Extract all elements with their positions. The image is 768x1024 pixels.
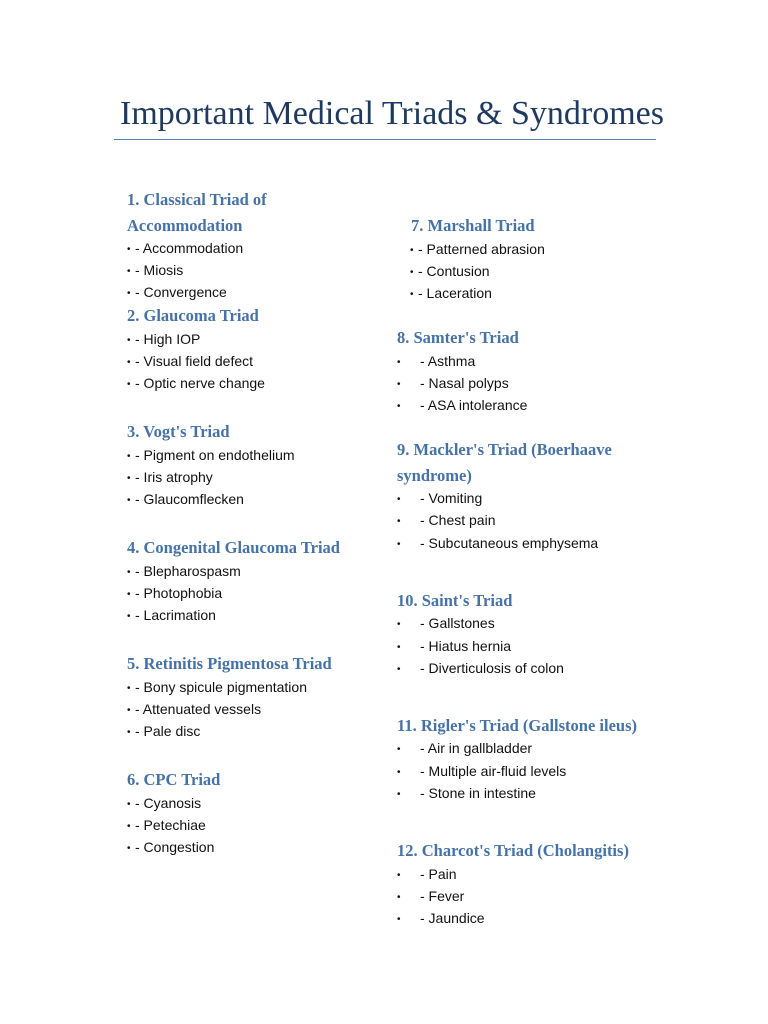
bullet-icon: •: [127, 450, 131, 462]
bullet-icon: •: [127, 682, 131, 694]
bullet-icon: •: [397, 401, 401, 413]
list-item: [127, 373, 377, 395]
item-text: - Miosis: [135, 262, 184, 279]
bullet-icon: •: [127, 378, 131, 390]
list-item: [127, 793, 377, 815]
page-title: Important Medical Triads & Syndromes: [120, 95, 664, 132]
list-item: [397, 658, 697, 680]
list-item: [410, 283, 697, 305]
section-heading: 3. Vogt's Triad: [127, 422, 230, 441]
bullet-icon: •: [397, 494, 401, 506]
item-text: - Contusion: [418, 262, 490, 279]
bullet-icon: •: [397, 891, 401, 903]
triad-section: [127, 651, 377, 752]
item-text: - Bony spicule pigmentation: [135, 678, 307, 695]
list-item: [127, 677, 377, 699]
list-item: [397, 738, 697, 760]
bullet-icon: •: [127, 288, 131, 300]
item-text: - Multiple air-fluid levels: [420, 762, 567, 779]
list-item: [127, 445, 377, 467]
bullet-icon: •: [127, 588, 131, 600]
bullet-icon: •: [127, 266, 131, 278]
list-item: [127, 351, 377, 373]
bullet-icon: •: [127, 842, 131, 854]
section-heading: 5. Retinitis Pigmentosa Triad: [127, 654, 332, 673]
bullet-icon: •: [127, 798, 131, 810]
list-item: [127, 260, 377, 282]
list-item: [410, 239, 697, 261]
bullet-icon: •: [397, 356, 401, 368]
item-text: - Glaucomflecken: [135, 490, 244, 507]
bullet-icon: •: [397, 619, 401, 631]
left-column: [127, 187, 377, 883]
section-heading: 9. Mackler's Triad (Boerhaave syndrome): [397, 440, 612, 485]
list-item: [127, 605, 377, 627]
triad-section: [397, 187, 697, 305]
item-text: - Hiatus hernia: [420, 637, 512, 654]
item-list: [127, 238, 377, 305]
item-list: [127, 677, 377, 744]
bullet-icon: •: [127, 244, 131, 255]
item-text: - Air in gallbladder: [420, 740, 533, 757]
item-text: - Pale disc: [135, 722, 201, 739]
item-text: - Laceration: [418, 284, 492, 301]
item-text: - Fever: [420, 887, 465, 904]
section-heading: 7. Marshall Triad: [411, 216, 535, 235]
item-text: - Chest pain: [420, 512, 496, 529]
list-item: [397, 864, 697, 886]
list-item: [127, 467, 377, 489]
title-underline: [114, 139, 656, 140]
item-list: [127, 445, 377, 512]
section-heading: 10. Saint's Triad: [397, 590, 513, 610]
item-text: - Asthma: [420, 352, 476, 369]
list-item: [397, 488, 637, 510]
list-item: [127, 815, 377, 837]
bullet-icon: •: [397, 538, 401, 550]
item-list: [127, 329, 377, 396]
bullet-icon: •: [397, 766, 401, 778]
list-item: [127, 282, 377, 304]
bullet-icon: •: [397, 913, 401, 925]
item-text: - Congestion: [135, 838, 215, 855]
bullet-icon: •: [127, 566, 131, 578]
list-item: [127, 837, 377, 859]
list-item: [397, 510, 637, 532]
item-text: - Pigment on endothelium: [135, 446, 295, 463]
section-heading: 12. Charcot's Triad (Cholangitis): [397, 841, 629, 861]
item-text: - Pain: [420, 865, 457, 882]
bullet-icon: •: [397, 378, 401, 390]
section-heading: 11. Rigler's Triad (Gallstone ileus): [397, 715, 638, 735]
list-item: [397, 636, 697, 658]
bullet-icon: •: [127, 610, 131, 622]
bullet-icon: •: [397, 788, 401, 800]
item-list: [397, 351, 697, 418]
section-heading: 1. Classical Triad of Accommodation: [127, 190, 267, 235]
list-item: [397, 886, 697, 908]
list-item: [127, 329, 377, 351]
item-text: - Lacrimation: [135, 606, 216, 623]
item-text: - Gallstones: [420, 615, 495, 632]
item-list: [397, 613, 697, 680]
item-list: [127, 793, 377, 860]
bullet-icon: •: [127, 820, 131, 832]
item-text: - Optic nerve change: [135, 374, 265, 391]
section-heading: 6. CPC Triad: [127, 770, 221, 789]
bullet-icon: •: [127, 704, 131, 716]
item-list: [397, 864, 697, 931]
bullet-icon: •: [397, 869, 401, 881]
item-list: [397, 738, 697, 805]
triad-section: [127, 535, 377, 636]
triad-section: [127, 187, 377, 301]
bullet-icon: •: [127, 726, 131, 738]
triad-section: [397, 687, 697, 805]
triad-section: [127, 303, 377, 404]
section-heading: 2. Glaucoma Triad: [127, 306, 259, 325]
bullet-icon: •: [127, 356, 131, 368]
list-item: [397, 533, 637, 555]
triad-section: [397, 812, 697, 930]
triad-section: [397, 437, 637, 555]
item-text: - Vomiting: [420, 490, 483, 507]
item-text: - Jaundice: [420, 909, 485, 926]
bullet-icon: •: [410, 288, 414, 300]
bullet-icon: •: [397, 641, 401, 653]
item-text: - Cyanosis: [135, 794, 202, 811]
list-item: [127, 721, 377, 743]
item-text: - Iris atrophy: [135, 468, 213, 485]
list-item: [397, 613, 697, 635]
list-item: [127, 238, 377, 260]
list-item: [397, 373, 697, 395]
triad-section: [127, 767, 377, 868]
list-item: [127, 583, 377, 605]
bullet-icon: •: [127, 472, 131, 484]
item-text: - Patterned abrasion: [418, 240, 545, 257]
list-item: [397, 351, 697, 373]
item-text: - Visual field defect: [135, 352, 254, 369]
list-item: [397, 395, 697, 417]
right-column: [397, 187, 697, 945]
bullet-icon: •: [397, 516, 401, 528]
bullet-icon: •: [127, 334, 131, 346]
list-item: [127, 489, 377, 511]
item-text: - Photophobia: [135, 584, 223, 601]
list-item: [127, 699, 377, 721]
list-item: [127, 561, 377, 583]
bullet-icon: •: [397, 744, 401, 756]
triad-section: [397, 562, 697, 680]
triad-section: [397, 325, 697, 417]
bullet-icon: •: [397, 663, 401, 675]
item-text: - Subcutaneous emphysema: [420, 534, 599, 551]
item-list: [127, 561, 377, 628]
list-item: [397, 761, 697, 783]
item-text: - Stone in intestine: [420, 784, 536, 801]
item-text: - ASA intolerance: [420, 397, 528, 414]
bullet-icon: •: [410, 244, 414, 256]
section-heading: 4. Congenital Glaucoma Triad: [127, 538, 340, 557]
item-text: - High IOP: [135, 330, 201, 347]
item-list: [397, 488, 637, 555]
bullet-icon: •: [127, 494, 131, 506]
item-text: - Nasal polyps: [420, 374, 509, 391]
triad-section: [127, 419, 377, 520]
list-item: [397, 783, 697, 805]
list-item: [410, 261, 697, 283]
item-text: - Petechiae: [135, 816, 206, 833]
item-text: - Diverticulosis of colon: [420, 659, 564, 676]
item-text: - Blepharospasm: [135, 562, 241, 579]
list-item: [397, 908, 697, 930]
bullet-icon: •: [410, 266, 414, 278]
item-list: [397, 239, 697, 306]
item-text: - Convergence: [135, 284, 227, 301]
item-text: - Attenuated vessels: [135, 700, 262, 717]
item-text: - Accommodation: [135, 240, 244, 256]
section-heading: 8. Samter's Triad: [397, 328, 519, 348]
